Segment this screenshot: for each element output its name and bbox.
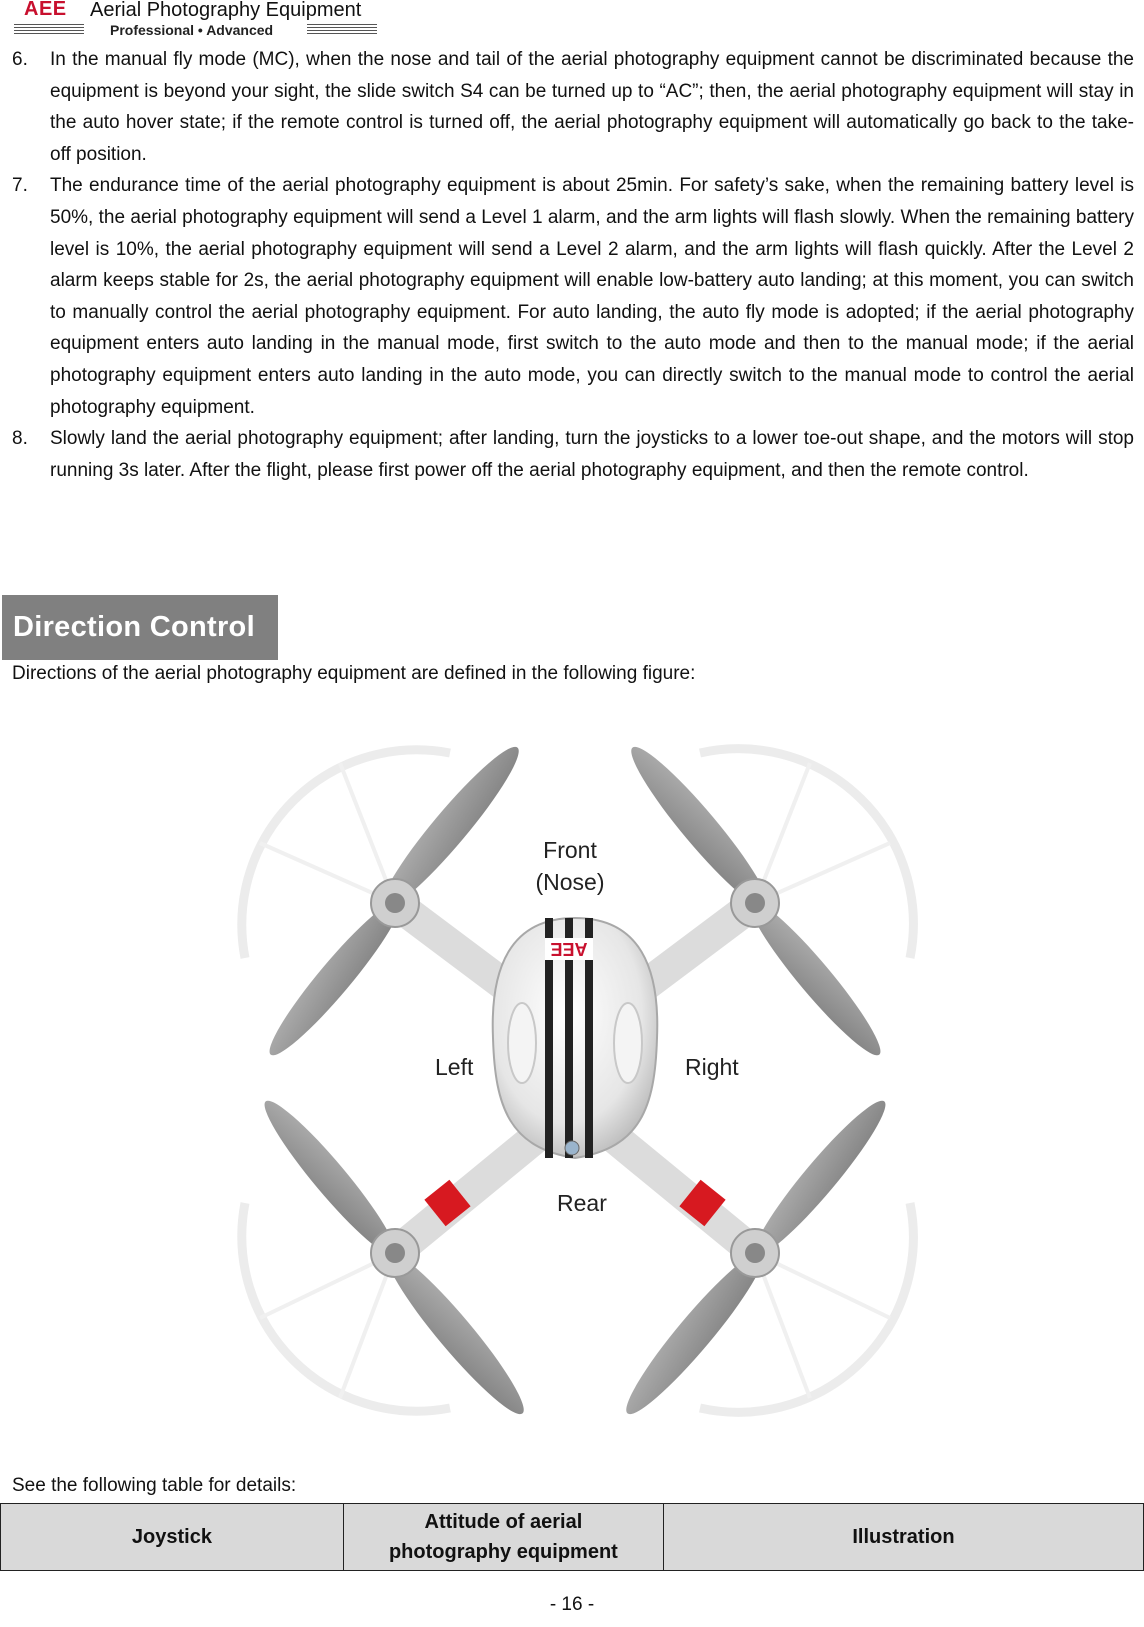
list-item: [12, 170, 1134, 423]
front-label-line2: (Nose): [535, 869, 605, 895]
right-label: Right: [685, 1054, 739, 1080]
steps-list: [12, 44, 1134, 486]
step-number: 7.: [12, 175, 28, 197]
list-item: [12, 44, 1134, 170]
step-number: 8.: [12, 428, 28, 450]
list-item: [12, 423, 1134, 486]
step-text: In the manual fly mode (MC), when the nose and tail of the aerial photography equipment cannot be discriminated because the equipment is beyond your sight, the slide switch S4 can be turned up to “AC”; then, the aerial photography equipment will stay in the auto hover state; if the remote control is turned off, the aerial photography equipment will automatically go back to the take-off position.: [50, 49, 1134, 165]
page-number: - 16 -: [549, 1594, 595, 1615]
left-label: Left: [435, 1054, 474, 1080]
table-header-row: [1, 1504, 1144, 1571]
step-text: The endurance time of the aerial photography equipment is about 25min. For safety’s sake, when the remaining battery level is 50%, the aerial photography equipment will send a Level 1 alarm, and the arm lights will flash slowly. When the remaining battery level is 10%, the aerial photography equipment will send a Level 2 alarm, and the arm lights will flash quickly. After the Level 2 alarm keeps stable for 2s, the aerial photography equipment will enable low-battery auto landing; at this moment, you can switch to manually control the aerial photography equipment. For auto landing, the auto fly mode is adopted; if the aerial photography equipment enters auto landing in the manual mode, first switch to the auto mode and then to the manual mode; if the aerial photography equipment enters auto landing in the auto mode, you can directly switch to the manual mode to control the aerial photography equipment.: [50, 175, 1134, 418]
page-header: [0, 0, 400, 44]
front-label: [510, 834, 630, 898]
section-intro: Directions of the aerial photography equipment are defined in the following figure:: [12, 663, 696, 684]
header-tagline: Professional • Advanced: [110, 22, 274, 38]
body-logo: AEE: [550, 939, 588, 959]
step-number: 6.: [12, 49, 28, 70]
brand-logo: AEE: [24, 0, 67, 20]
step-text: Slowly land the aerial photography equipment; after landing, turn the joysticks to a lower toe-out shape, and the motors will stop running 3s later. After the flight, please first power off the aerial photography equipment, and then the remote control.: [50, 428, 1134, 481]
decorative-lines-left: [14, 24, 84, 35]
header-illustration: Illustration: [663, 1504, 1143, 1571]
front-label-line1: Front: [543, 837, 597, 863]
decorative-lines-right: [307, 24, 377, 35]
rear-label: Rear: [557, 1190, 607, 1216]
section-title: Direction Control: [2, 595, 278, 660]
header-attitude: [343, 1504, 663, 1571]
details-intro: See the following table for details:: [12, 1475, 297, 1496]
drone-body: [493, 918, 658, 1158]
drone-illustration: [210, 708, 940, 1453]
header-joystick: Joystick: [1, 1504, 344, 1571]
header-title: Aerial Photography Equipment: [90, 0, 362, 21]
header-attitude-line2: photography equipment: [388, 1541, 618, 1563]
tagline-row: [0, 21, 400, 39]
details-table: [0, 1503, 1144, 1571]
drone-direction-figure: [210, 708, 940, 1453]
header-attitude-line1: Attitude of aerial: [424, 1511, 583, 1533]
